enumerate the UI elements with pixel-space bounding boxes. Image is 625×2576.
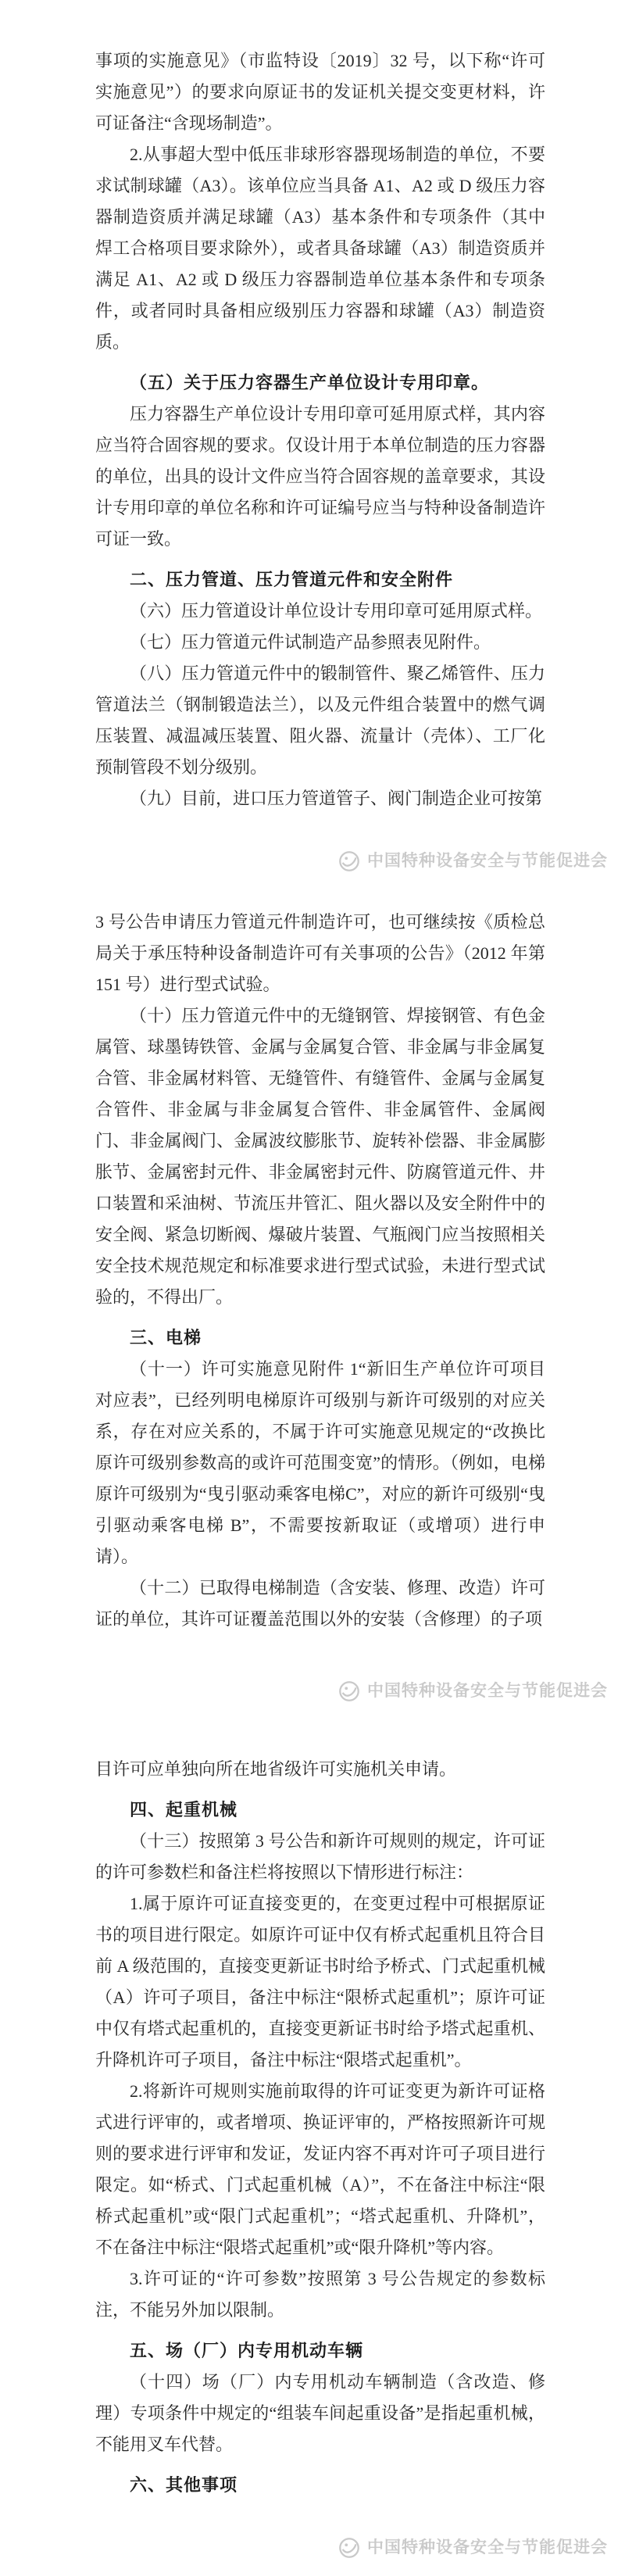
paragraph-item-13-sub-1: 1.属于原许可证直接变更的，在变更过程中可根据原证书的项目进行限定。如原许可证中仅有桥式起重机且符合目前 A 级范围的，直接变更新证书时给予桥式、门式起重机械（A）许可子项目，备注中标注“限桥式起重机”；原许可证中仅有塔式起重机的，直接变更新证书时给予塔式起重机、升降机许可子项目，备注中标注“限塔式起重机”。 <box>95 1894 545 2070</box>
paragraph-intro-continuation: 事项的实施意见》（市监特设〔2019〕32 号，以下称“许可实施意见”）的要求向原证书的发证机关提交变更材料，许可证备注“含现场制造”。 <box>95 51 545 133</box>
section-heading-6-other-matters: 六、其他事项 <box>130 2475 238 2495</box>
paragraph-item-13-sub-2: 2.将新许可规则实施前取得的许可证变更为新许可证格式进行评审的，或者增项、换证评审的，严格按照新许可规则的要求进行评审和发证，发证内容不再对许可子项目进行限定。如“桥式、门式起重机械（A）”，不在备注中标注“限桥式起重机”或“限门式起重机”；“塔式起重机、升降机”，不在备注中标注“限塔式起重机”或“限升降机”等内容。 <box>95 2081 545 2257</box>
paragraph-item-9: （九）目前，进口压力管道管子、阀门制造企业可按第 <box>130 789 543 808</box>
paragraph-item-13-sub-3: 3.许可证的“许可参数”按照第 3 号公告规定的参数标注，不能另外加以限制。 <box>95 2269 545 2320</box>
document-page <box>95 45 608 2563</box>
paragraph-site-manufacture: 2.从事超大型中低压非球形容器现场制造的单位，不要求试制球罐（A3）。该单位应当具备 A1、A2 或 D 级压力容器制造资质并满足球罐（A3）基本条件和专项条件（其中焊工合格项目要求除外），或者具备球罐（A3）制造资质并满足 A1、A2 或 D 级压力容器制造单位基本条件和专项条件，或者同时具备相应级别压力容器和球罐（A3）制造资质。 <box>95 145 545 352</box>
paragraph-item-12: （十二）已取得电梯制造（含安装、修理、改造）许可证的单位，其许可证覆盖范围以外的安装（含修理）的子项 <box>95 1578 545 1629</box>
watermark-text: 中国特种设备安全与节能促进会 <box>367 2538 608 2556</box>
watermark <box>95 1676 608 1707</box>
association-emblem-icon <box>338 1680 361 1703</box>
watermark-text: 中国特种设备安全与节能促进会 <box>367 852 608 870</box>
paragraph-item-12-continuation: 目许可应单独向所在地省级许可实施机关申请。 <box>95 1759 457 1779</box>
paragraph-item-8: （八）压力管道元件中的锻制管件、聚乙烯管件、压力管道法兰（钢制锻造法兰），以及元件组合装置中的燃气调压装置、减温减压装置、阻火器、流量计（壳体）、工厂化预制管段不划分级别。 <box>95 664 545 777</box>
paragraph-item-6: （六）压力管道设计单位设计专用印章可延用原式样。 <box>130 601 543 621</box>
watermark <box>95 2532 608 2563</box>
paragraph-item-11: （十一）许可实施意见附件 1“新旧生产单位许可项目对应表”，已经列明电梯原许可级别与新许可级别的对应关系，存在对应关系的，不属于许可实施意见规定的“改换比原许可级别参数高的或许可范围变宽”的情形。（例如，电梯原许可级别为“曳引驱动乘客电梯C”，对应的新许可级别“曳引驱动乘客电梯 B”，不需要按新取证（或增项）进行申请）。 <box>95 1359 545 1566</box>
section-heading-2-pressure-piping: 二、压力管道、压力管道元件和安全附件 <box>130 570 454 589</box>
association-emblem-icon <box>338 850 361 873</box>
paragraph-design-seal: 压力容器生产单位设计专用印章可延用原式样，其内容应当符合固容规的要求。仅设计用于本单位制造的压力容器的单位，出具的设计文件应当符合固容规的盖章要求，其设计专用印章的单位名称和许可证编号应当与特种设备制造许可证一致。 <box>95 404 545 549</box>
paragraph-item-13: （十三）按照第 3 号公告和新许可规则的规定，许可证的许可参数栏和备注栏将按照以下情形进行标注： <box>95 1831 545 1882</box>
paragraph-item-14: （十四）场（厂）内专用机动车辆制造（含改造、修理）专项条件中规定的“组装车间起重设备”是指起重机械，不能用叉车代替。 <box>95 2372 545 2454</box>
paragraph-item-7: （七）压力管道元件试制造产品参照表见附件。 <box>130 632 491 652</box>
sub-heading-item-5: （五）关于压力容器生产单位设计专用印章。 <box>130 373 490 392</box>
section-heading-3-elevator: 三、电梯 <box>130 1328 202 1347</box>
section-heading-4-cranes: 四、起重机械 <box>130 1800 238 1819</box>
paragraph-item-9-continuation: 3 号公告申请压力管道元件制造许可，也可继续按《质检总局关于承压特种设备制造许可有关事项的公告》（2012 年第151 号）进行型式试验。 <box>95 912 545 994</box>
watermark-text: 中国特种设备安全与节能促进会 <box>367 1682 608 1700</box>
paragraph-item-10: （十）压力管道元件中的无缝钢管、焊接钢管、有色金属管、球墨铸铁管、金属与金属复合管、非金属与非金属复合管、非金属材料管、无缝管件、有缝管件、金属与金属复合管件、非金属与非金属复合管件、非金属管件、金属阀门、非金属阀门、金属波纹膨胀节、旋转补偿器、非金属膨胀节、金属密封元件、非金属密封元件、防腐管道元件、井口装置和采油树、节流压井管汇、阻火器以及安全附件中的安全阀、紧急切断阀、爆破片装置、气瓶阀门应当按照相关安全技术规范规定和标准要求进行型式试验，未进行型式试验的，不得出厂。 <box>95 1006 545 1307</box>
section-heading-5-factory-vehicles: 五、场（厂）内专用机动车辆 <box>130 2341 364 2360</box>
watermark <box>95 846 608 877</box>
association-emblem-icon <box>338 2536 361 2560</box>
